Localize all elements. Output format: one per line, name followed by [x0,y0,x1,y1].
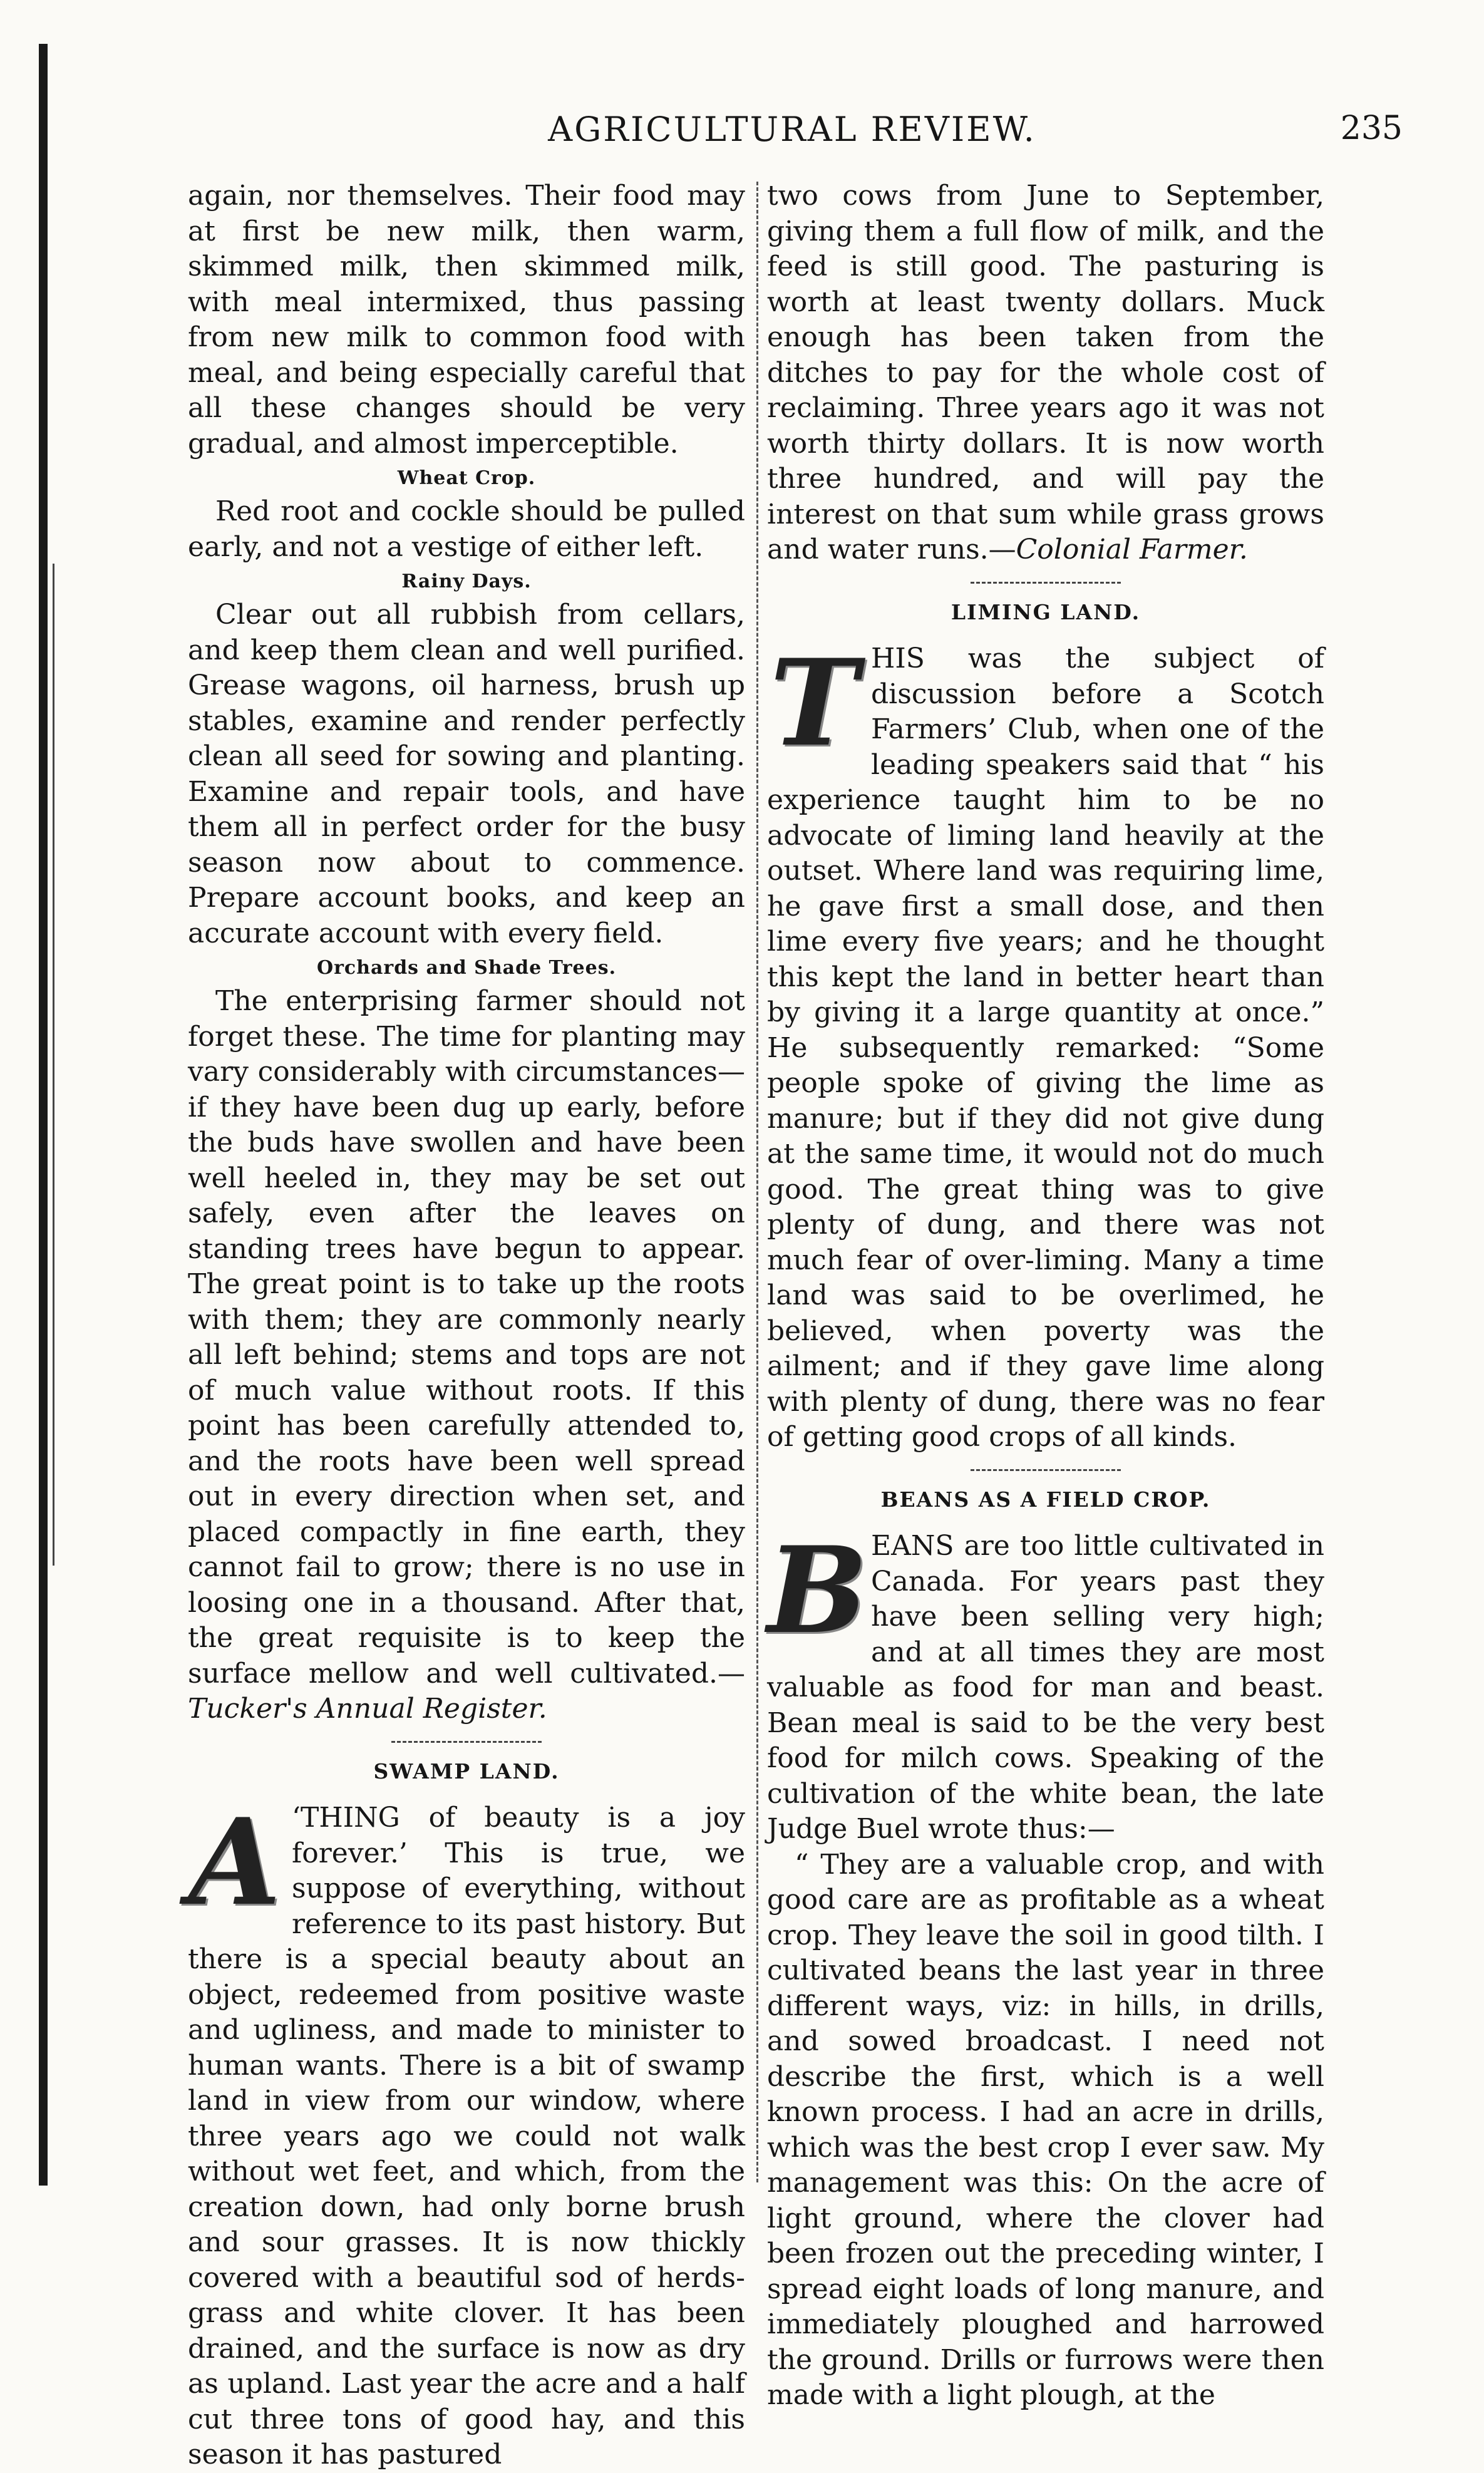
ornamental-initial: T [770,633,858,773]
section-separator [971,582,1121,584]
column-rule [756,182,760,2182]
subheading-rainy-days: Rainy Days. [401,570,532,592]
paragraph [188,1792,745,2473]
paragraph-text: HIS was the subject of discussion before a Scotch Farmers’ Club, when one of the leading speakers said that “ his experience taught him to be no advocate of liming land heavily at the outset. Where land was requiring lime, he gave first a small dose, and then lime every five years; and he thought this kept the land in better heart than by giving it a large quantity at once.” He subsequently remarked: “Some people spoke of giving the lime as manure; but if they did not give dung at the same time, it would not do much good. The great thing was to give plenty of dung, and there was not much fear of over-liming. Many a time land was said to be overlimed, he believed, when poverty was the ailment; and if they gave lime along with plenty of dung, there was no fear of getting good crops of all kinds. [767,643,1324,1453]
paragraph: again, nor themselves. Their food may at first be new milk, then warm, skimmed milk, then skimmed milk, with meal intermixed, thus passing from new milk to common food with meal, and being especially careful that all these changes should be very gradual, and almost imperceptible. [188,180,745,460]
paragraph-text: EANS are too little cultivated in Canada. For years past they have been selling very high; and at all times they are most valuable as food for man and beast. Bean meal is said to be the very best food for milch cows. Speaking of the cultivation of the white bean, the late Judge Buel wrote thus:— [767,1530,1324,1845]
section-title-swamp-land: SWAMP LAND. [373,1758,560,1784]
paragraph [767,1520,1324,1847]
paragraph-text: two cows from June to September, giving them a full flow of milk, and the feed is still good. The pasturing is worth at least twenty dollars. Muck enough has been taken from the ditches to pay for the whole cost of reclaiming. Three years ago it was not worth thirty dollars. It is now worth three hundred, and will pay the interest on that sum while grass grows and water runs.— [767,180,1324,565]
paragraph-text: The enterprising farmer should not forget these. The time for planting may vary considerably with circumstances—if they have been dug up early, before the buds have swollen and have been well heeled in, they may be set out safely, even after the leaves on standing trees have begun to appear. The great point is to take up the roots with them; they are commonly nearly all left behind; stems and tops are not of much value without roots. If this point has been carefully attended to, and the roots have been well spread out in every direction when set, and placed compactly in fine earth, they cannot fail to grow; there is no use in loosing one in a thousand. After that, the great requisite is to keep the surface mellow and well cultivated.— [188,985,745,1690]
paragraph: Red root and cockle should be pulled early, and not a vestige of either left. [188,495,745,563]
ornamental-initial: B [767,1520,868,1660]
section-title-liming-land: LIMING LAND. [951,599,1141,624]
running-head: AGRICULTURAL REVIEW. [548,110,1036,149]
binding-edge [39,44,48,2186]
citation: Colonial Farmer. [1016,534,1248,565]
paragraph: Clear out all rubbish from cellars, and keep them clean and well purified. Grease wagons, oil harness, brush up stables, examine and render perfectly clean all seed for sowing and planting. Examine and repair tools, and have them all in perfect order for the busy season now about to commence. Prepare account books, and keep an accurate account with every field. [188,599,745,949]
section-separator [971,1469,1121,1471]
right-column [767,178,1324,2414]
subheading-wheat-crop: Wheat Crop. [397,467,536,489]
citation: Tucker's Annual Register. [188,1693,547,1725]
page-header [182,103,1403,160]
section-title-beans: BEANS AS A FIELD CROP. [880,1487,1211,1512]
paragraph: “ They are a valuable crop, and with good care are as profitable as a wheat crop. They leave the soil in good tilth. I cultivated beans the last year in three different ways, viz: in hills, in drills, and sowed broadcast. I need not describe the first, which is a well known process. I had an acre in drills, which was the best crop I ever saw. My management was this: On the acre of light ground, where the clover had been frozen out the preceding winter, I spread eight loads of long manure, and immediately ploughed and harrowed the ground. Drills or furrows were then made with a light plough, at the [767,1848,1324,2411]
page-number: 235 [1340,110,1403,147]
section-separator [391,1741,542,1743]
paragraph [767,178,1324,568]
paragraph-text: ‘THING of beauty is a joy forever.’ This is true, we suppose of everything, without reference to its past history. But there is a special beauty about an object, redeemed from positive waste and ugliness, and made to minister to human wants. There is a bit of swamp land in view from our window, where three years ago we could not walk without wet feet, and which, from the creation down, had only borne brush and sour grasses. It is now thickly covered with a beautiful sod of herds-grass and white clover. It has been drained, and the surface is now as dry as upland. Last year the acre and a half cut three tons of good hay, and this season it has pastured [188,1802,745,2470]
subheading-orchards: Orchards and Shade Trees. [316,957,617,979]
ornamental-initial: A [188,1792,281,1932]
paragraph [188,984,745,1727]
paragraph [767,633,1324,1455]
left-column [188,178,745,2473]
binding-shadow [53,564,54,1566]
